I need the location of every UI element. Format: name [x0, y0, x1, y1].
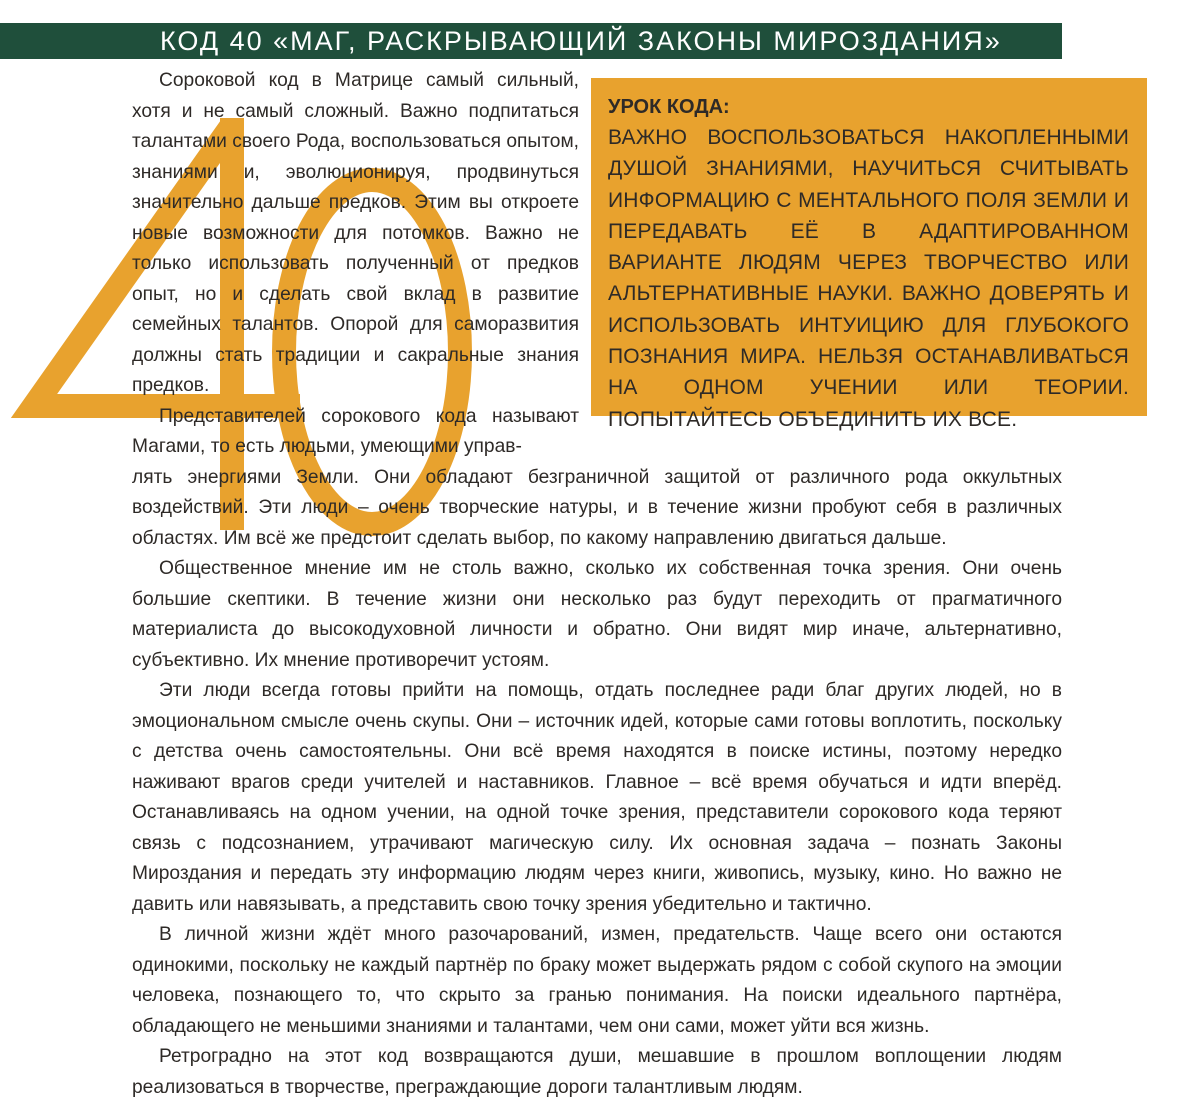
lesson-text: ВАЖНО ВОСПОЛЬЗОВАТЬСЯ НАКОПЛЕННЫМИ ДУШОЙ ЗНАНИЯМИ, НАУЧИТЬСЯ СЧИТЫВАТЬ ИНФОРМАЦИЮ С МЕНТАЛЬНОГО ПОЛЯ ЗЕМЛИ И ПЕРЕДАВАТЬ ЕЁ В АДАПТИРОВАННОМ ВАРИАНТЕ ЛЮДЯМ ЧЕРЕЗ ТВОРЧЕСТВО ИЛИ АЛЬТЕРНАТИВНЫЕ НАУКИ. ВАЖНО ДОВЕРЯТЬ И ИСПОЛЬЗОВАТЬ ИНТУИЦИЮ ДЛЯ ГЛУБОКОГО ПОЗНАНИЯ МИРА. НЕЛЬЗЯ ОСТАНАВЛИВАТЬСЯ НА ОДНОМ УЧЕНИИ ИЛИ ТЕОРИИ. ПОПЫТАЙТЕСЬ ОБЪЕДИНИТЬ ИХ ВСЕ. [608, 126, 1129, 431]
paragraph-4: Эти люди всегда готовы прийти на помощь, отдать последнее ради благ других людей, но в эмоциональном смысле очень скупы. Они – источник идей, которые сами готовы воплотить, поскольку с детства очень самостоятельны. Они всё время находятся в поиске истины, поэтому нередко наживают врагов среди учителей и наставников. Главное – всё время обучаться и идти вперёд. Останавливаясь на одном учении, на одной точке зрения, представители сорокового кода теряют связь с подсознанием, утрачивают магическую силу. Их основная задача – познать Законы Мироздания и передать эту информацию людям через книги, живопись, музыку, кино. Но важно не давить или навязывать, а представить свою точку зрения убедительно и тактично. [132, 680, 1062, 915]
paragraph-5: В личной жизни ждёт много разочарований, измен, предательств. Чаще всего они остаются одинокими, поскольку не каждый партнёр по браку может выдержать рядом с собой скупого на эмоции человека, познающего то, что скрыто за гранью понимания. На поиски идеального партнёра, обладающего не меньшими знаниями и талантами, чем они сами, может уйти вся жизнь. [132, 924, 1062, 1037]
paragraph-6: Ретроградно на этот код возвращаются души, мешавшие в прошлом воплощении людям реализоваться в творчестве, преграждающие дороги талантливым людям. [132, 1046, 1062, 1098]
paragraph-2-start: Представителей сорокового кода называют Магами, то есть людьми, умеющими управ- [132, 405, 579, 457]
article-body [132, 66, 1062, 1103]
lesson-heading: УРОК КОДА: [608, 96, 730, 118]
paragraph-2-end: лять энергиями Земли. Они обладают безграничной защитой от различного рода оккультных воздействий. Эти люди – очень творческие натуры, и в течение жизни пробуют себя в различных областях. Им всё же предстоит сделать выбор, по какому направлению двигаться дальше. [132, 466, 1062, 549]
header-bar [0, 23, 1062, 59]
paragraph-1: Сороковой код в Матрице самый сильный, хотя и не самый сложный. Важно подпитаться талантами своего Рода, воспользоваться опытом, знаниями и, эволюционируя, продвинуться значительно дальше предков. Этим вы откроете новые возможности для потомков. Важно не только использовать полученный от предков опыт, но и сделать свой вклад в развитие семейных талантов. Опорой для саморазвития должны стать традиции и сакральные знания предков. [132, 70, 579, 396]
page-title: КОД 40 «МАГ, РАСКРЫВАЮЩИЙ ЗАКОНЫ МИРОЗДАНИЯ» [160, 26, 1002, 56]
paragraph-3: Общественное мнение им не столь важно, сколько их собственная точка зрения. Они очень большие скептики. В течение жизни они несколько раз будут переходить от прагматичного материалиста до высокодуховной личности и обратно. Они видят мир иначе, альтернативно, субъективно. Их мнение противоречит устоям. [132, 558, 1062, 671]
